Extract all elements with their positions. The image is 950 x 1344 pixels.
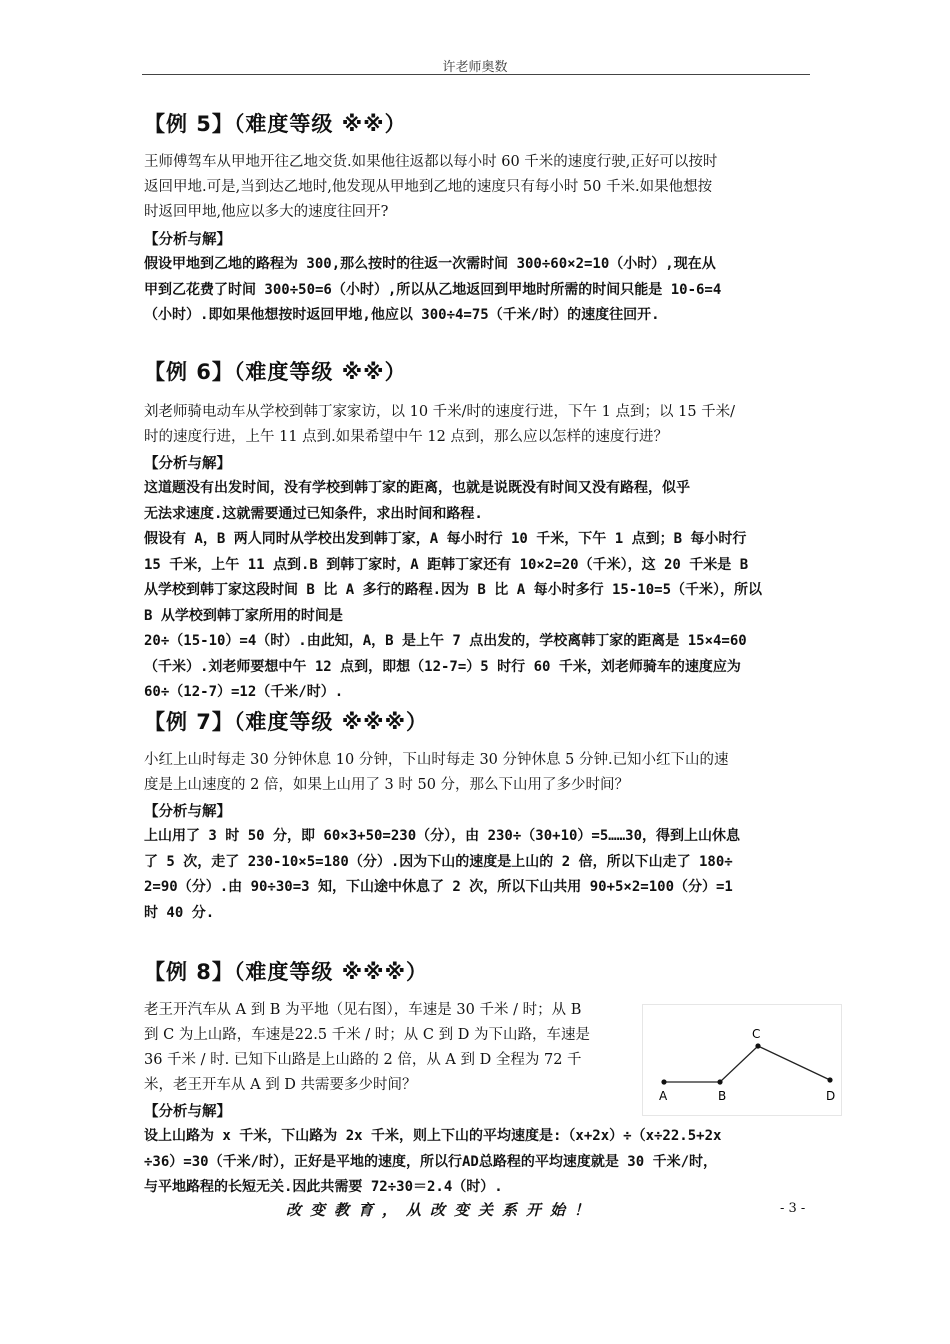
route-diagram xyxy=(642,1004,842,1116)
problem-line: 小红上山时每走 30 分钟休息 10 分钟，下山时每走 30 分钟休息 5 分钟.已知小红下山的速 xyxy=(144,752,729,768)
problem-line: 老王开汽车从 A 到 B 为平地（见右图），车速是 30 千米 / 时；从 B xyxy=(144,1002,582,1018)
example-7-analysis-label: 【分析与解】 xyxy=(144,804,231,820)
page-number: - 3 - xyxy=(780,1201,806,1216)
example-6-analysis-label: 【分析与解】 xyxy=(144,456,231,472)
solution-line: 60÷（12-7）=12（千米/时）. xyxy=(144,684,344,700)
problem-line: 时返回甲地,他应以多大的速度往回开? xyxy=(144,204,389,220)
diagram-frame xyxy=(643,1005,842,1116)
problem-line: 到 C 为上山路，车速是22.5 千米 / 时；从 C 到 D 为下山路，车速是 xyxy=(144,1027,590,1043)
example-8-analysis-label: 【分析与解】 xyxy=(144,1104,231,1120)
example-5-heading: 【例 5】（难度等级 ※※） xyxy=(144,112,407,136)
solution-line: 从学校到韩丁家这段时间 B 比 A 多行的路程.因为 B 比 A 每小时多行 15-10=5（千米），所以 xyxy=(144,582,763,598)
problem-line: 36 千米 / 时. 已知下山路是上山路的 2 倍，从 A 到 D 全程为 72 千 xyxy=(144,1052,582,1068)
header-divider xyxy=(142,74,810,75)
example-5-analysis-label: 【分析与解】 xyxy=(144,232,231,248)
point-a xyxy=(661,1079,666,1084)
route-path xyxy=(664,1046,830,1082)
solution-line: 了 5 次，走了 230-10×5=180（分）.因为下山的速度是上山的 2 倍，所以下山走了 180÷ xyxy=(144,853,733,870)
label-a: A xyxy=(659,1089,668,1103)
solution-line: 与平地路程的长短无关.因此共需要 72÷30＝2.4（时）. xyxy=(144,1179,503,1195)
solution-line: 假设有 A，B 两人同时从学校出发到韩丁家，A 每小时行 10 千米，下午 1 点到；B 每小时行 xyxy=(144,531,747,547)
problem-line: 度是上山速度的 2 倍，如果上山用了 3 时 50 分，那么下山用了多少时间？ xyxy=(144,777,630,793)
problem-line: 王师傅驾车从甲地开往乙地交货.如果他往返都以每小时 60 千米的速度行驶,正好可以按时 xyxy=(144,154,718,170)
page-header: 许老师奥数 xyxy=(442,60,508,75)
example-5-solution xyxy=(144,252,812,329)
example-6-heading: 【例 6】（难度等级 ※※） xyxy=(144,360,407,384)
solution-line: 上山用了 3 时 50 分，即 60×3+50=230（分），由 230÷（30+10）=5……30，得到上山休息 xyxy=(144,828,741,844)
solution-line: 甲到乙花费了时间 300÷50=6（小时）,所以从乙地返回到甲地时所需的时间只能是 10-6=4 xyxy=(144,281,722,298)
example-8-heading: 【例 8】（难度等级 ※※※） xyxy=(144,960,428,984)
solution-line: 20÷（15-10）=4（时）.由此知，A，B 是上午 7 点出发的，学校离韩丁家的距离是 15×4=60 xyxy=(144,633,747,649)
example-8-problem xyxy=(144,998,639,1098)
footer-motto: 改变教育，从改变关系开始！ xyxy=(286,1201,599,1219)
solution-line: 无法求速度.这就需要通过已知条件，求出时间和路程. xyxy=(144,505,483,522)
problem-line: 米，老王开车从 A 到 D 共需要多少时间？ xyxy=(144,1077,417,1093)
example-7-solution xyxy=(144,824,812,926)
point-b xyxy=(717,1079,722,1084)
label-d: D xyxy=(826,1089,836,1103)
example-8-solution xyxy=(144,1124,812,1201)
solution-line: 假设甲地到乙地的路程为 300,那么按时的往返一次需时间 300÷60×2=10（小时）,现在从 xyxy=(144,256,716,272)
problem-line: 返回甲地.可是,当到达乙地时,他发现从甲地到乙地的速度只有每小时 50 千米.如果他想按 xyxy=(144,179,713,195)
example-6-problem xyxy=(144,400,809,450)
point-c xyxy=(755,1043,760,1048)
solution-line: ÷36）=30（千米/时），正好是平地的速度，所以行AD总路程的平均速度就是 30 千米/时， xyxy=(144,1153,717,1170)
problem-line: 刘老师骑电动车从学校到韩丁家家访，以 10 千米/时的速度行进，下午 1 点到；以 15 千米/ xyxy=(144,404,736,420)
point-d xyxy=(827,1077,832,1082)
solution-line: 这道题没有出发时间，没有学校到韩丁家的距离，也就是说既没有时间又没有路程，似乎 xyxy=(144,480,690,496)
solution-line: （千米）.刘老师要想中午 12 点到，即想（12-7=）5 时行 60 千米，刘老师骑车的速度应为 xyxy=(144,658,741,675)
example-7-heading: 【例 7】（难度等级 ※※※） xyxy=(144,710,428,734)
solution-line: （小时）.即如果他想按时返回甲地,他应以 300÷4=75（千米/时）的速度往回开. xyxy=(144,307,660,323)
example-5-problem xyxy=(144,150,809,225)
solution-line: 2=90（分）.由 90÷30=3 知，下山途中休息了 2 次，所以下山共用 90+5×2=100（分）=1 xyxy=(144,879,733,895)
solution-line: 15 千米，上午 11 点到.B 到韩丁家时，A 距韩丁家还有 10×2=20（千米），这 20 千米是 B xyxy=(144,556,749,573)
label-c: C xyxy=(752,1027,761,1041)
example-7-problem xyxy=(144,748,809,798)
solution-line: 设上山路为 x 千米，下山路为 2x 千米，则上下山的平均速度是:（x+2x）÷（x÷22.5+2x xyxy=(144,1128,722,1144)
solution-line: B 从学校到韩丁家所用的时间是 xyxy=(144,607,343,624)
problem-line: 时的速度行进，上午 11 点到.如果希望中午 12 点到，那么应以怎样的速度行进？ xyxy=(144,429,668,445)
label-b: B xyxy=(718,1089,727,1103)
solution-line: 时 40 分. xyxy=(144,904,215,921)
example-6-solution xyxy=(144,476,812,706)
